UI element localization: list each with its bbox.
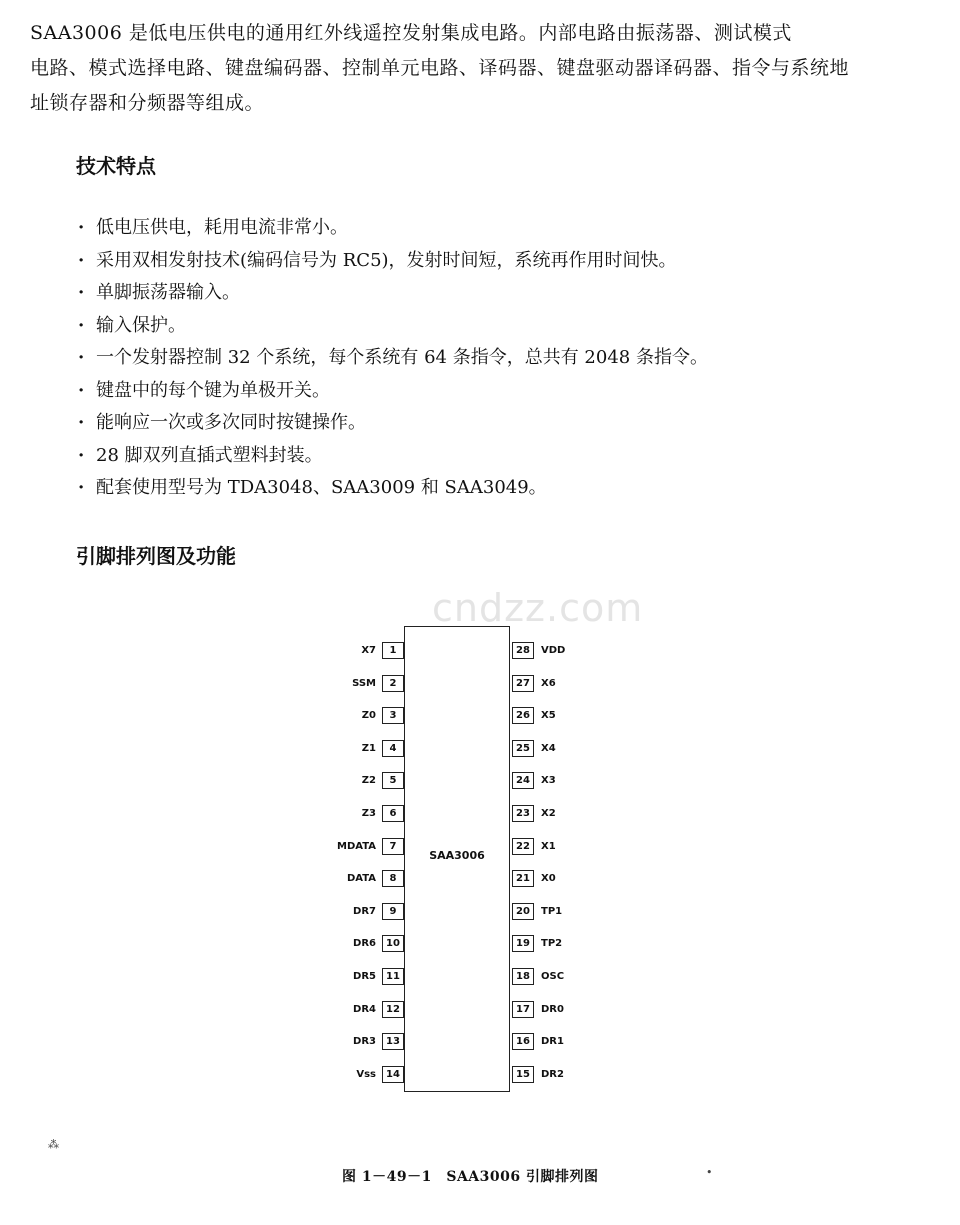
left-pin-row xyxy=(330,1033,404,1051)
left-pin-row xyxy=(330,935,404,953)
feature-text: 单脚振荡器输入。 xyxy=(96,282,240,303)
pin-label: X6 xyxy=(541,677,556,689)
pin-number: 1 xyxy=(382,642,404,659)
intro-paragraph xyxy=(30,16,910,121)
pin-label: X3 xyxy=(541,775,556,787)
left-pin-row xyxy=(330,838,404,856)
intro-line: 电路、模式选择电路、键盘编码器、控制单元电路、译码器、键盘驱动器译码器、指令与系统地 xyxy=(30,57,850,79)
pin-number: 23 xyxy=(512,805,534,822)
pin-number: 9 xyxy=(382,903,404,920)
right-pin-row xyxy=(510,772,590,790)
pin-number: 7 xyxy=(382,838,404,855)
pin-number: 14 xyxy=(382,1066,404,1083)
watermark: cndzz.com xyxy=(432,586,644,630)
feature-text: 配套使用型号为 TDA3048、SAA3009 和 SAA3049。 xyxy=(96,477,547,498)
right-pin-row xyxy=(510,1033,590,1051)
features-heading: 技术特点 xyxy=(76,154,156,178)
pin-label: Z1 xyxy=(361,742,376,754)
feature-item xyxy=(78,440,898,473)
pin-label: DR6 xyxy=(353,938,376,950)
feature-text: 能响应一次或多次同时按键操作。 xyxy=(96,412,366,433)
pin-label: OSC xyxy=(541,971,565,982)
chip-name: SAA3006 xyxy=(429,849,485,862)
pin-number: 26 xyxy=(512,707,534,724)
feature-item xyxy=(78,375,898,408)
pin-label: DR4 xyxy=(353,1003,376,1015)
pin-label: Vss xyxy=(356,1068,376,1080)
pin-number: 24 xyxy=(512,772,534,789)
pin-label: DATA xyxy=(346,873,376,885)
left-pin-row xyxy=(330,740,404,758)
pin-label: X4 xyxy=(541,742,556,754)
feature-item xyxy=(78,310,898,343)
pin-label: X0 xyxy=(541,873,556,885)
pin-number: 22 xyxy=(512,838,534,855)
feature-item xyxy=(78,212,898,245)
pin-label: DR1 xyxy=(541,1036,564,1048)
right-pin-row xyxy=(510,838,590,856)
pin-label: X7 xyxy=(361,645,376,656)
pin-label: X5 xyxy=(541,710,556,722)
pin-label: DR3 xyxy=(353,1036,376,1048)
left-pin-row xyxy=(330,968,404,986)
pin-number: 5 xyxy=(382,772,404,789)
pin-number: 6 xyxy=(382,805,404,822)
pin-number: 15 xyxy=(512,1066,534,1083)
right-pin-row xyxy=(510,642,590,660)
pin-label: DR5 xyxy=(353,971,376,982)
bullet-icon: · xyxy=(78,314,85,336)
pin-label: VDD xyxy=(541,645,566,656)
pin-number: 28 xyxy=(512,642,534,659)
features-list xyxy=(78,212,898,505)
intro-line: SAA3006 是低电压供电的通用红外线遥控发射集成电路。内部电路由振荡器、测试模式 xyxy=(30,22,792,44)
pin-number: 4 xyxy=(382,740,404,757)
right-pin-row xyxy=(510,1001,590,1019)
pin-label: DR2 xyxy=(541,1068,564,1080)
feature-text: 低电压供电，耗用电流非常小。 xyxy=(96,217,348,238)
left-pin-row xyxy=(330,805,404,823)
pin-label: X1 xyxy=(541,840,556,852)
right-pin-row xyxy=(510,968,590,986)
pin-number: 21 xyxy=(512,870,534,887)
right-pin-row xyxy=(510,903,590,921)
pin-number: 2 xyxy=(382,675,404,692)
feature-text: 采用双相发射技术(编码信号为 RC5)，发射时间短，系统再作用时间快。 xyxy=(96,249,677,271)
pin-label: MDATA xyxy=(337,840,376,852)
left-pin-row xyxy=(330,870,404,888)
pin-heading: 引脚排列图及功能 xyxy=(76,544,236,568)
bullet-icon: · xyxy=(78,444,85,466)
pin-label: TP1 xyxy=(541,905,563,917)
feature-text: 一个发射器控制 32 个系统，每个系统有 64 条指令，总共有 2048 条指令。 xyxy=(96,347,708,368)
right-pin-row xyxy=(510,675,590,693)
pin-number: 16 xyxy=(512,1033,534,1050)
pin-number: 27 xyxy=(512,675,534,692)
right-pin-row xyxy=(510,740,590,758)
pin-number: 20 xyxy=(512,903,534,920)
pin-number: 8 xyxy=(382,870,404,887)
right-pin-row xyxy=(510,870,590,888)
pin-number: 13 xyxy=(382,1033,404,1050)
intro-line: 址锁存器和分频器等组成。 xyxy=(30,92,265,114)
left-pin-row xyxy=(330,1066,404,1084)
pin-number: 12 xyxy=(382,1001,404,1018)
feature-item xyxy=(78,277,898,310)
pin-label: Z3 xyxy=(361,808,376,819)
bullet-icon: · xyxy=(78,477,85,498)
left-pin-row xyxy=(330,903,404,921)
pin-number: 25 xyxy=(512,740,534,757)
pin-number: 11 xyxy=(382,968,404,985)
left-pin-row xyxy=(330,772,404,790)
pin-number: 10 xyxy=(382,935,404,952)
pin-label: Z0 xyxy=(361,710,376,722)
feature-text: 键盘中的每个键为单极开关。 xyxy=(96,379,330,401)
pin-label: SSM xyxy=(352,677,376,689)
bullet-icon: · xyxy=(78,379,85,401)
bullet-icon: · xyxy=(78,217,85,238)
right-pin-row xyxy=(510,1066,590,1084)
right-pin-row xyxy=(510,707,590,725)
feature-text: 28 脚双列直插式塑料封装。 xyxy=(96,444,323,466)
pin-label: DR7 xyxy=(353,905,376,917)
scan-speck-icon: • xyxy=(706,1166,713,1179)
bullet-icon: · xyxy=(78,282,85,303)
right-pin-row xyxy=(510,935,590,953)
pin-number: 17 xyxy=(512,1001,534,1018)
pin-label: DR0 xyxy=(541,1003,564,1015)
feature-item xyxy=(78,342,898,375)
left-pin-row xyxy=(330,707,404,725)
feature-text: 输入保护。 xyxy=(96,314,186,336)
feature-item xyxy=(78,472,898,505)
pin-number: 3 xyxy=(382,707,404,724)
pin-label: X2 xyxy=(541,808,556,819)
right-pin-row xyxy=(510,805,590,823)
scan-speck-icon: ⁂ xyxy=(48,1138,59,1151)
pin-number: 19 xyxy=(512,935,534,952)
bullet-icon: · xyxy=(78,249,85,271)
pin-number: 18 xyxy=(512,968,534,985)
left-pin-row xyxy=(330,675,404,693)
bullet-icon: · xyxy=(78,347,85,368)
pin-label: TP2 xyxy=(541,938,563,950)
feature-item xyxy=(78,407,898,440)
left-pin-row xyxy=(330,642,404,660)
left-pin-row xyxy=(330,1001,404,1019)
feature-item xyxy=(78,245,898,278)
figure-caption: 图 1－49－1 SAA3006 引脚排列图 xyxy=(342,1169,599,1185)
bullet-icon: · xyxy=(78,412,85,433)
pin-label: Z2 xyxy=(361,775,376,787)
